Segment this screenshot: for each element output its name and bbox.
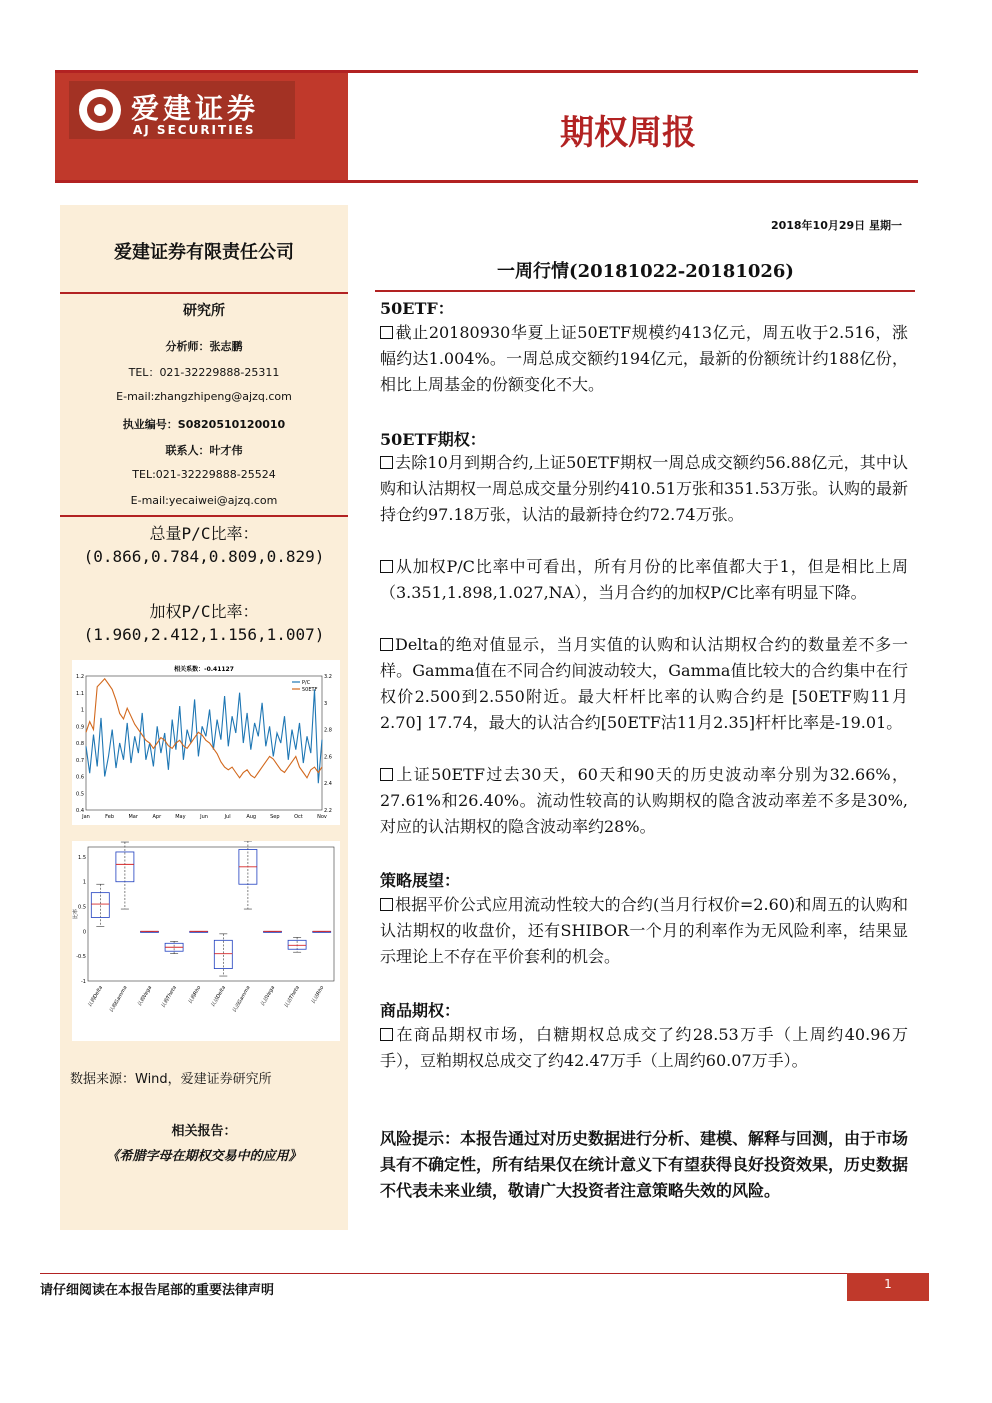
y-tick-label: 0.5: [78, 904, 86, 911]
y-right-tick-label: 3.2: [324, 674, 332, 680]
total-pc-values: (0.866,0.784,0.809,0.829): [83, 547, 325, 566]
section-heading: 策略展望：: [380, 871, 461, 890]
y-tick-label: 1: [82, 879, 86, 886]
analyst-tel: TEL：021-32229888-25311: [128, 366, 280, 379]
x-tick-label: 认购Vega: [136, 985, 154, 1008]
paragraph-text: 在商品期权市场，白糖期权总成交了约28.53万手（上周约40.96万手），豆粕期权总成交了约42.47万手（上周约60.07万手）。: [380, 1025, 908, 1070]
y-tick-label: -0.5: [76, 954, 86, 961]
report-date: 2018年10月29日 星期一: [770, 219, 902, 232]
x-tick-label: 认沽Delta: [210, 985, 228, 1009]
y-right-tick-label: 3: [324, 700, 328, 707]
x-tick-label: Mar: [128, 814, 138, 820]
dept-name: 研究所: [183, 303, 225, 319]
x-tick-label: 认沽Vega: [259, 985, 277, 1008]
section-heading: 50ETF：: [380, 299, 454, 318]
checkbox-bullet-icon: [380, 898, 393, 911]
y-right-tick-label: 2.6: [324, 754, 332, 761]
y-right-tick-label: 2.2: [324, 808, 332, 814]
x-tick-label: Nov: [317, 814, 327, 820]
y-right-tick-label: 2.8: [324, 727, 332, 734]
x-tick-label: 认购Delta: [87, 985, 105, 1009]
paragraph: [380, 1022, 908, 1074]
y-left-tick-label: 0.6: [76, 774, 84, 781]
y-left-tick-label: 0.8: [76, 741, 84, 747]
checkbox-bullet-icon: [380, 326, 393, 339]
paragraph: [380, 450, 908, 528]
y-left-tick-label: 1: [80, 707, 84, 714]
y-left-tick-label: 1.1: [76, 690, 84, 697]
logo: [69, 81, 295, 139]
footer-disclaimer-link[interactable]: 请仔细阅读在本报告尾部的重要法律声明: [40, 1283, 275, 1298]
contact-name: 联系人：叶才伟: [165, 444, 243, 457]
header-bottom-rule: [55, 180, 918, 183]
paragraph: [380, 554, 908, 606]
data-source: 数据来源：Wind，爱建证券研究所: [70, 1072, 272, 1087]
x-tick-label: 认沽Rho: [310, 985, 326, 1006]
section-heading: 50ETF期权：: [380, 430, 486, 449]
page-number: 1: [847, 1273, 929, 1301]
paragraph-text: 上证50ETF过去30天，60天和90天的历史波动率分别为32.66%，27.61%和26.40%。流动性较高的认购期权的隐含波动率差不多是30%,对应的认沽期权的隐含波动率约28%。: [380, 765, 908, 836]
sidebar-rule: [60, 515, 348, 517]
footer-rule: [40, 1273, 928, 1274]
x-tick-label: 认沽Theta: [283, 985, 301, 1010]
y-left-tick-label: 0.5: [76, 791, 84, 798]
x-tick-label: Jun: [200, 814, 208, 820]
contact-tel: TEL:021-32229888-25524: [132, 468, 276, 481]
risk-warning: 风险提示：本报告通过对历史数据进行分析、建模、解释与回测，由于市场具有不确定性，所有结果仅在统计意义下有望获得良好投资效果，历史数据不代表未来业绩，敬请广大投资者注意策略失效的风险。: [380, 1129, 909, 1200]
main-title: 一周行情(20181022-20181026): [497, 261, 794, 282]
x-tick-label: Jul: [224, 814, 231, 820]
paragraph-text: 截止20180930华夏上证50ETF规模约413亿元，周五收于2.516，涨幅约达1.004%。一周总成交额约194亿元，最新的份额统计约188亿份，相比上周基金的份额变化不大。: [380, 323, 908, 394]
x-tick-label: 认购Gamma: [108, 985, 129, 1014]
x-tick-label: Feb: [105, 814, 115, 820]
logo-mark-icon: [79, 89, 121, 131]
header-logo-panel: [55, 73, 348, 181]
paragraph-text: 去除10月到期合约,上证50ETF期权一周总成交额约56.88亿元，其中认购和认沽期权一周总成交量分别约410.51万张和351.53万张。认购的最新持仓约97.18万张，认沽的最新持仓约72.74万张。: [380, 453, 908, 524]
paragraph-text: 从加权P/C比率中可看出，所有月份的比率值都大于1，但是相比上周（3.351,1.898,1.027,NA），当月合约的加权P/C比率有明显下降。: [380, 557, 908, 602]
paragraph-text: Delta的绝对值显示，当月实值的认购和认沽期权合约的数量差不多一样。Gamma值在不同合约间波动较大，Gamma值比较大的合约集中在行权价2.500到2.550附近。最大杆杆比率的认购合约是 [50ETF购11月2.70] 17.74，最大的认沽合约[50ETF沽11月2.35]杆杆比率是-19.01。: [380, 635, 908, 732]
paragraph: [380, 320, 908, 398]
x-tick-label: May: [175, 814, 186, 820]
x-tick-label: Apr: [152, 814, 162, 820]
contact-email[interactable]: E-mail:yecaiwei@ajzq.com: [130, 494, 278, 507]
related-report-link[interactable]: 《希腊字母在期权交易中的应用》: [106, 1149, 302, 1164]
line-chart-svg: [72, 660, 340, 825]
y-left-tick-label: 0.7: [76, 757, 84, 764]
checkbox-bullet-icon: [380, 456, 393, 469]
x-tick-label: Sep: [270, 814, 280, 820]
checkbox-bullet-icon: [380, 768, 393, 781]
weighted-pc-label: 加权P/C比率：: [149, 602, 259, 621]
y-right-tick-label: 2.4: [324, 781, 332, 788]
x-tick-label: Aug: [246, 814, 257, 820]
x-tick-label: 认购Theta: [160, 985, 178, 1010]
y-tick-label: -1: [81, 979, 86, 985]
y-left-tick-label: 0.4: [76, 808, 84, 814]
greeks-box-chart: [72, 841, 340, 1041]
y-left-tick-label: 0.9: [76, 724, 84, 731]
weighted-pc-values: (1.960,2.412,1.156,1.007): [83, 625, 325, 644]
sidebar: [60, 205, 348, 1230]
paragraph-text: 根据平价公式应用流动性较大的合约(当月行权价=2.60)和周五的认购和认沽期权的收盘价，还有SHIBOR一个月的利率作为无风险利率，结果显示理论上不存在平价套利的机会。: [380, 895, 908, 966]
paragraph: [380, 762, 908, 840]
company-name: 爱建证券有限责任公司: [114, 242, 294, 263]
x-tick-label: 认购Rho: [187, 985, 203, 1006]
y-tick-label: 0: [82, 929, 86, 936]
analyst-email[interactable]: E-mail:zhangzhipeng@ajzq.com: [116, 390, 292, 403]
pc-vs-etf-line-chart: [72, 660, 340, 825]
paragraph: [380, 632, 908, 736]
x-tick-label: 认沽Gamma: [231, 985, 252, 1014]
paragraph: [380, 892, 908, 970]
checkbox-bullet-icon: [380, 560, 393, 573]
section-heading: 商品期权：: [380, 1001, 461, 1020]
chart-title: 相关系数：-0.41127: [174, 666, 234, 673]
y-axis-label: 比率: [73, 908, 79, 920]
related-heading: 相关报告：: [171, 1124, 237, 1139]
y-tick-label: 1.5: [78, 854, 86, 861]
main-rule: [375, 290, 915, 292]
report-type-title: 期权周报: [560, 113, 696, 153]
logo-en-text: AJ SECURITIES: [133, 123, 256, 137]
sidebar-rule: [60, 292, 348, 294]
legend-label: P/C: [302, 680, 311, 686]
checkbox-bullet-icon: [380, 638, 393, 651]
legend-label: 50ETF: [302, 687, 318, 693]
logo-cn-text: 爱建证券: [131, 92, 260, 125]
x-tick-label: Jan: [82, 814, 90, 820]
license-number: 执业编号：S0820510120010: [122, 418, 286, 431]
x-tick-label: Oct: [294, 814, 303, 820]
box-chart-svg: [72, 841, 340, 1041]
checkbox-bullet-icon: [380, 1028, 393, 1041]
analyst-name: 分析师：张志鹏: [165, 340, 243, 353]
total-pc-label: 总量P/C比率：: [149, 524, 259, 543]
y-left-tick-label: 1.2: [76, 674, 84, 680]
